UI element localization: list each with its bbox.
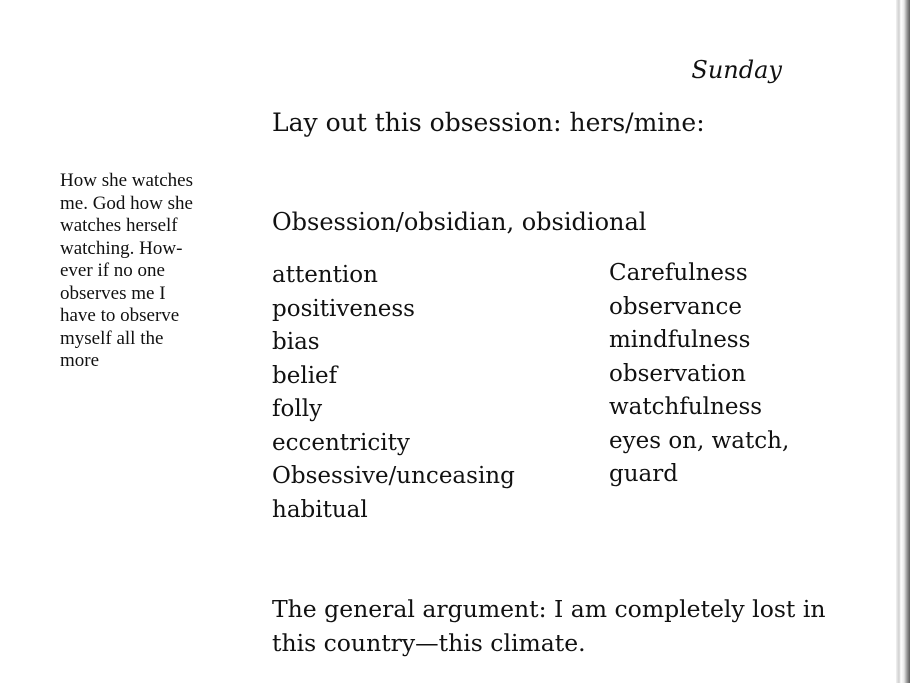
list-item: habitual	[272, 496, 368, 523]
list-item: watchfulness	[609, 394, 763, 420]
right-word-list	[609, 257, 789, 492]
page-edge-shadow	[896, 0, 910, 683]
page-heading: Lay out this obsession: hers/mine:	[272, 108, 705, 137]
closing-paragraph	[272, 592, 825, 660]
list-item: guard	[609, 461, 678, 487]
list-item: Obsessive/unceasing	[272, 463, 515, 489]
list-item: attention	[272, 262, 378, 288]
list-item: eccentricity	[272, 429, 410, 456]
list-item: positiveness	[272, 295, 415, 322]
list-item: Carefulness	[609, 260, 748, 286]
list-item: eyes on, watch,	[609, 427, 790, 454]
list-item: bias	[272, 329, 320, 355]
closing-line: The general argument: I am completely lost in	[272, 595, 826, 623]
running-head: Sunday	[691, 56, 782, 84]
list-item: folly	[272, 396, 323, 422]
margin-note: How she watches me. God how she watches herself watching. How- ever if no one observes me I have to observe myself all the more	[60, 170, 193, 371]
left-word-list	[272, 259, 515, 527]
list-item: mindfulness	[609, 327, 751, 353]
list-item: belief	[272, 362, 338, 389]
closing-line: this country—this climate.	[272, 629, 586, 657]
list-item: observation	[609, 360, 746, 387]
list-item: observance	[609, 293, 742, 320]
subheading: Obsession/obsidian, obsidional	[272, 208, 647, 236]
